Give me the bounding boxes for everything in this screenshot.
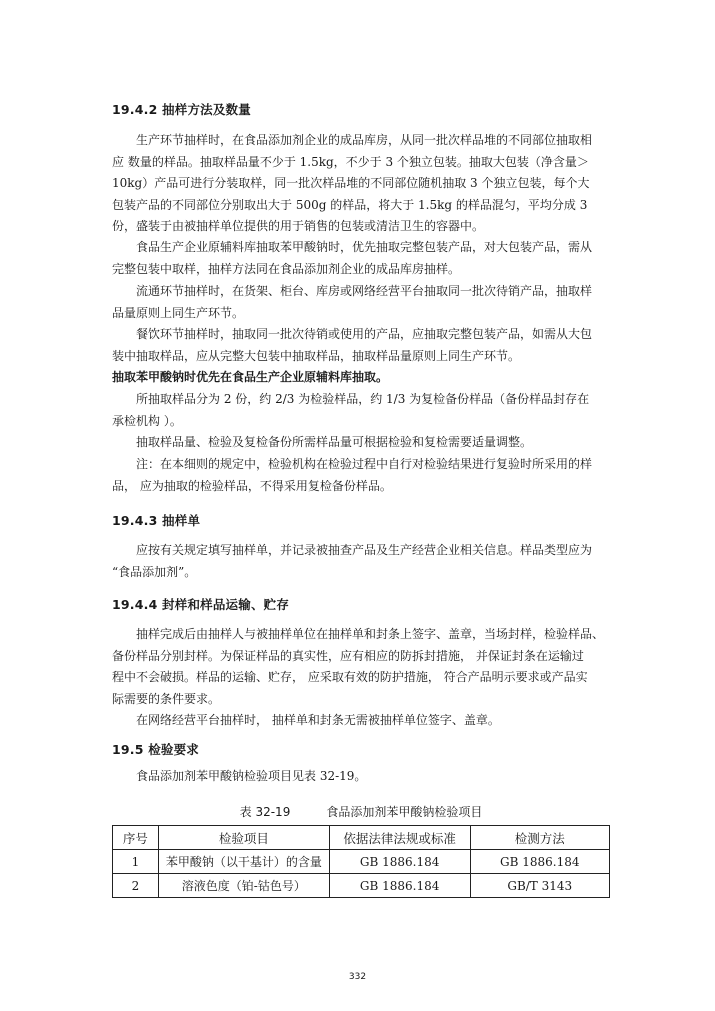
inspection-items-table xyxy=(112,825,610,898)
header-index: 序号 xyxy=(113,826,159,850)
text-line: 品量原则上同生产环节。 xyxy=(112,305,245,320)
text-line: 食品添加剂苯甲酸钠检验项目见表 32-19。 xyxy=(136,769,367,783)
text-line: 10kg）产品可进行分装取样，同一批次样品堆的不同部位随机抽取 3 个独立包装，每个大 xyxy=(112,176,590,190)
text-line: 应 数量的样品。抽取样品量不少于 1.5kg，不少于 3 个独立包装。抽取大包装（净含量＞ xyxy=(112,154,589,169)
text-line: 在网络经营平台抽样时， 抽样单和封条无需被抽样单位签字、盖章。 xyxy=(136,713,500,727)
paragraph-priority-note xyxy=(112,367,610,389)
cell-method: GB 1886.184 xyxy=(470,850,609,874)
paragraph-sampling-production xyxy=(112,130,610,238)
paragraph-sampling-raw-material xyxy=(112,237,610,280)
paragraph-sampling-form xyxy=(112,540,610,583)
header-method: 检测方法 xyxy=(470,826,609,850)
cell-index: 2 xyxy=(113,874,159,898)
paragraph-sealing xyxy=(112,624,610,710)
text-line: 完整包装中取样，抽样方法同在食品添加剂企业的成品库房抽样。 xyxy=(112,261,461,276)
paragraph-sampling-circulation xyxy=(112,281,610,324)
table-title: 食品添加剂苯甲酸钠检验项目 xyxy=(326,805,483,819)
text-line: 际需要的条件要求。 xyxy=(112,691,221,706)
text-line: 份，盛装于由被抽样单位提供的用于销售的包装或清洁卫生的容器中。 xyxy=(112,219,485,233)
text-line: 品， 应为抽取的检验样品，不得采用复检备份样品。 xyxy=(112,478,392,493)
bold-text-line: 抽取苯甲酸钠时优先在食品生产企业原辅料库抽取。 xyxy=(112,370,389,384)
table-number: 表 32-19 xyxy=(239,805,291,819)
cell-standard: GB 1886.184 xyxy=(329,850,470,874)
text-line: 流通环节抽样时，在货架、柜台、库房或网络经营平台抽取同一批次待销产品，抽取样 xyxy=(136,284,593,298)
text-line: “食品添加剂”。 xyxy=(112,564,197,579)
text-line: 抽样完成后由抽样人与被抽样单位在抽样单和封条上签字、盖章，当场封样，检验样品、 xyxy=(136,627,605,641)
table-row xyxy=(113,850,610,874)
paragraph-sample-quantity xyxy=(112,432,610,454)
text-line: 所抽取样品分为 2 份，约 2/3 为检验样品，约 1/3 为复检备份样品（备份样品封存在 xyxy=(136,392,590,406)
cell-item: 苯甲酸钠（以干基计）的含量 xyxy=(158,850,329,874)
paragraph-note xyxy=(112,454,610,497)
heading-19-5: 19.5 检验要求 xyxy=(112,742,199,757)
cell-item: 溶液色度（铂-钴色号） xyxy=(158,874,329,898)
header-item: 检验项目 xyxy=(158,826,329,850)
text-line: 包装产品的不同部位分别取出大于 500g 的样品，将大于 1.5kg 的样品混匀，平均分成 3 xyxy=(112,197,588,212)
text-line: 生产环节抽样时，在食品添加剂企业的成品库房，从同一批次样品堆的不同部位抽取相 xyxy=(136,133,593,147)
cell-method: GB/T 3143 xyxy=(470,874,609,898)
paragraph-inspection-items xyxy=(112,766,610,788)
text-line: 注：在本细则的规定中，检验机构在检验过程中自行对检验结果进行复验时所采用的样 xyxy=(136,457,593,471)
paragraph-sample-split xyxy=(112,389,610,432)
table-row xyxy=(113,874,610,898)
heading-19-4-4: 19.4.4 封样和样品运输、贮存 xyxy=(112,597,290,612)
paragraph-sampling-catering xyxy=(112,324,610,367)
table-caption xyxy=(112,803,610,820)
heading-19-4-3: 19.4.3 抽样单 xyxy=(112,513,201,528)
text-line: 程中不会破损。样品的运输、贮存， 应采取有效的防护措施， 符合产品明示要求或产品实 xyxy=(112,670,588,684)
header-standard: 依据法律法规或标准 xyxy=(329,826,470,850)
text-line: 抽取样品量、检验及复检备份所需样品量可根据检验和复检需要适量调整。 xyxy=(136,435,533,449)
page-number: 332 xyxy=(348,972,367,982)
text-line: 应按有关规定填写抽样单，并记录被抽查产品及生产经营企业相关信息。样品类型应为 xyxy=(136,543,593,557)
cell-standard: GB 1886.184 xyxy=(329,874,470,898)
text-line: 餐饮环节抽样时，抽取同一批次待销或使用的产品，应抽取完整包装产品，如需从大包 xyxy=(136,327,593,341)
table-header-row xyxy=(113,826,610,850)
text-line: 食品生产企业原辅料库抽取苯甲酸钠时，优先抽取完整包装产品，对大包装产品，需从 xyxy=(136,240,593,254)
text-line: 承检机构 ）。 xyxy=(112,413,182,428)
cell-index: 1 xyxy=(113,850,159,874)
text-line: 备份样品分别封样。为保证样品的真实性，应有相应的防拆封措施， 并保证封条在运输过 xyxy=(112,648,584,663)
text-line: 装中抽取样品，应从完整大包装中抽取样品，抽取样品量原则上同生产环节。 xyxy=(112,348,521,363)
paragraph-online-sampling xyxy=(112,710,610,732)
heading-19-4-2: 19.4.2 抽样方法及数量 xyxy=(112,102,251,117)
